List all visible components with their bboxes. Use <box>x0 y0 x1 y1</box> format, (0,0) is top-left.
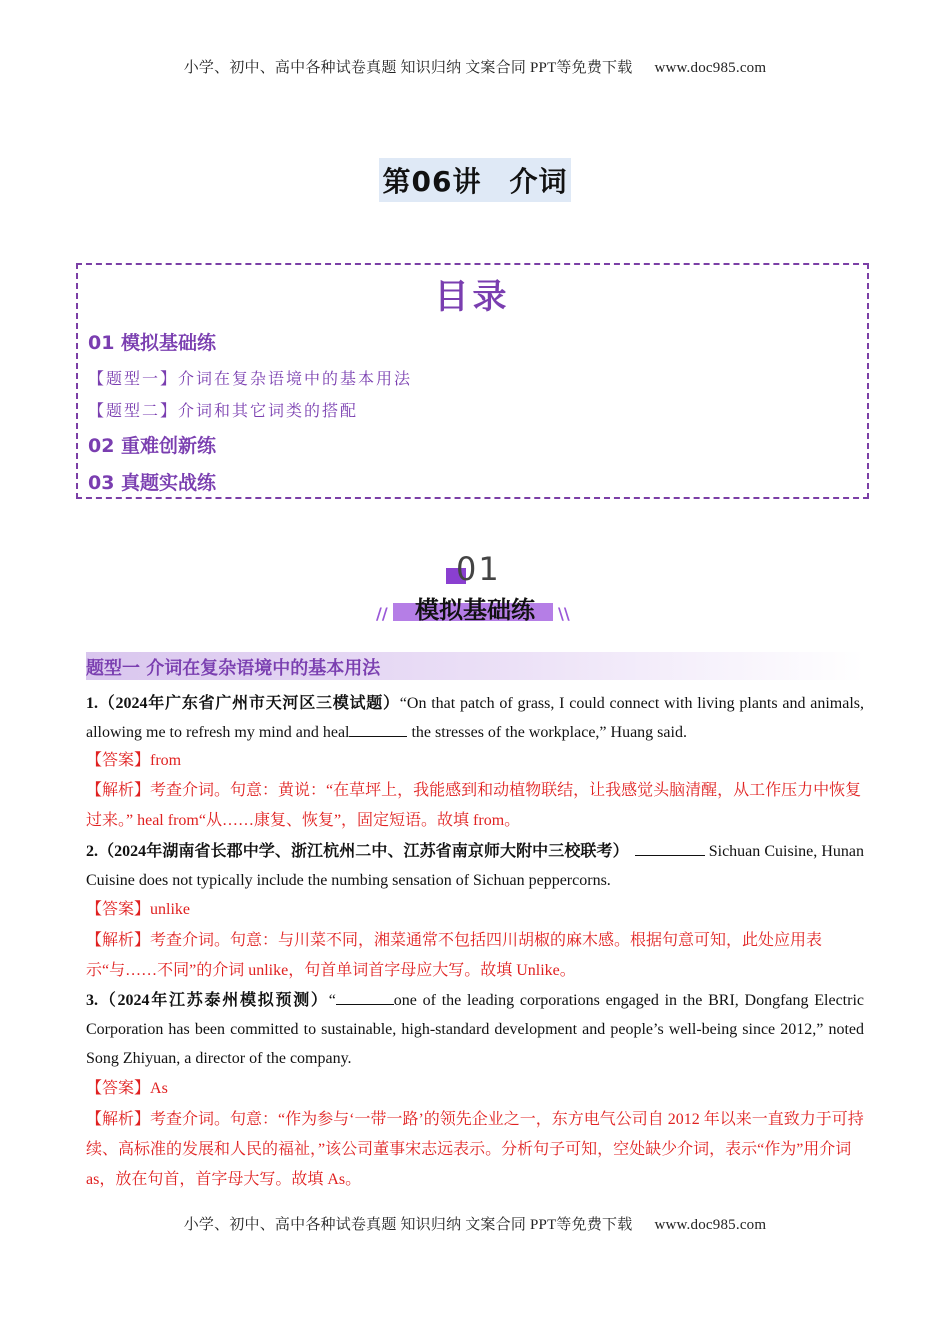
answer-line-2 <box>86 895 864 925</box>
question-source: （2024年广东省广州市天河区三模试题） <box>98 695 400 712</box>
answer-label: 【答案】 <box>86 1080 151 1097</box>
question-type-banner <box>86 652 864 680</box>
answer-label: 【答案】 <box>86 752 151 769</box>
question-source: （2024年江苏泰州模拟预测） <box>98 992 329 1009</box>
footer-site-link[interactable]: www.doc985.com <box>654 1217 767 1233</box>
analysis-text: 考查介词。句意：与川菜不同，湘菜通常不包括四川胡椒的麻木感。根据句意可知，此处应用表示“与……不同”的介词 unlike，句首单词首字母应大写。故填 Unlike。 <box>86 932 823 979</box>
answer-line-1 <box>86 746 864 776</box>
analysis-3 <box>86 1105 864 1195</box>
toc-item-type-one[interactable]: 【题型一】介词在复杂语境中的基本用法 <box>88 369 413 388</box>
question-source: （2024年湖南省长郡中学、浙江杭州二中、江苏省南京师大附中三校联考） <box>98 843 629 860</box>
section-number: 01 <box>456 550 501 588</box>
question-2 <box>86 837 864 895</box>
question-type-heading: 题型一 介词在复杂语境中的基本用法 <box>86 658 381 679</box>
section-label: 模拟基础练 <box>415 596 535 624</box>
analysis-1 <box>86 776 864 836</box>
question-number: 1. <box>86 695 98 712</box>
table-of-contents <box>76 263 869 499</box>
question-number: 3. <box>86 992 98 1009</box>
section-badge <box>0 548 950 628</box>
question-text: “On that patch of grass, I could connect with living plants and animals, allowing me to refresh my mind and heal <box>86 695 864 741</box>
question-text-continued: the stresses of the workplace,” Huang said. <box>407 724 687 741</box>
title-topic: 介词 <box>509 165 568 198</box>
analysis-label: 【解析】 <box>86 782 151 799</box>
right-slash-decoration: \\ <box>558 604 570 623</box>
header-site-link[interactable]: www.doc985.com <box>654 60 767 76</box>
page-header <box>0 56 950 77</box>
title-wrap <box>0 158 950 202</box>
answer-blank[interactable] <box>635 839 705 856</box>
toc-item-type-two[interactable]: 【题型二】介词和其它词类的搭配 <box>88 401 359 420</box>
question-text-continued: one of the leading corporations engaged in the BRI, Dongfang Electric Corporation has been committed to sustainable, high-standard development and people’s well-being since 2012,” noted Song Zhiyuan, a director of the company. <box>86 992 864 1067</box>
toc-item-real-exam-practice[interactable]: 03 真题实战练 <box>88 472 217 494</box>
analysis-text: 考查介词。句意：“作为参与‘一带一路’的领先企业之一，东方电气公司自 2012 年以来一直致力于可持续、高标准的发展和人民的福祉，”该公司董事宋志远表示。分析句子可知，空处缺少介词，表示“作为”用介词 as，放在句首，首字母大写。故填 As。 <box>86 1111 864 1188</box>
toc-item-basic-practice[interactable]: 01 模拟基础练 <box>88 332 217 354</box>
answer-label: 【答案】 <box>86 901 151 918</box>
analysis-2 <box>86 926 864 986</box>
analysis-label: 【解析】 <box>86 932 151 949</box>
toc-item-difficult-practice[interactable]: 02 重难创新练 <box>88 435 217 457</box>
question-text: “ <box>328 992 336 1009</box>
toc-heading: 目录 <box>434 277 511 317</box>
answer-blank[interactable] <box>349 720 407 737</box>
answer-value: from <box>150 752 182 769</box>
left-slash-decoration: // <box>376 604 388 623</box>
answer-value: unlike <box>150 901 191 918</box>
answer-line-3 <box>86 1074 864 1104</box>
question-3 <box>86 986 864 1073</box>
footer-text: 小学、初中、高中各种试卷真题 知识归纳 文案合同 PPT等免费下载 <box>183 1217 633 1233</box>
question-1 <box>86 689 864 747</box>
title-lecture-number: 第06讲 <box>382 165 482 198</box>
analysis-text: 考查介词。句意：黄说：“在草坪上，我能感到和动植物联结，让我感觉头脑清醒，从工作压力中恢复过来。” heal from“从……康复、恢复”，固定短语。故填 from。 <box>86 782 862 829</box>
analysis-label: 【解析】 <box>86 1111 151 1128</box>
page-footer <box>0 1213 950 1234</box>
answer-value: As <box>150 1080 168 1097</box>
question-text-continued: Sichuan Cuisine, Hunan Cuisine does not typically include the numbing sensation of Sichuan peppercorns. <box>86 843 864 889</box>
answer-blank[interactable] <box>336 988 394 1005</box>
page-title <box>379 158 572 202</box>
question-number: 2. <box>86 843 98 860</box>
header-text: 小学、初中、高中各种试卷真题 知识归纳 文案合同 PPT等免费下载 <box>183 60 633 76</box>
